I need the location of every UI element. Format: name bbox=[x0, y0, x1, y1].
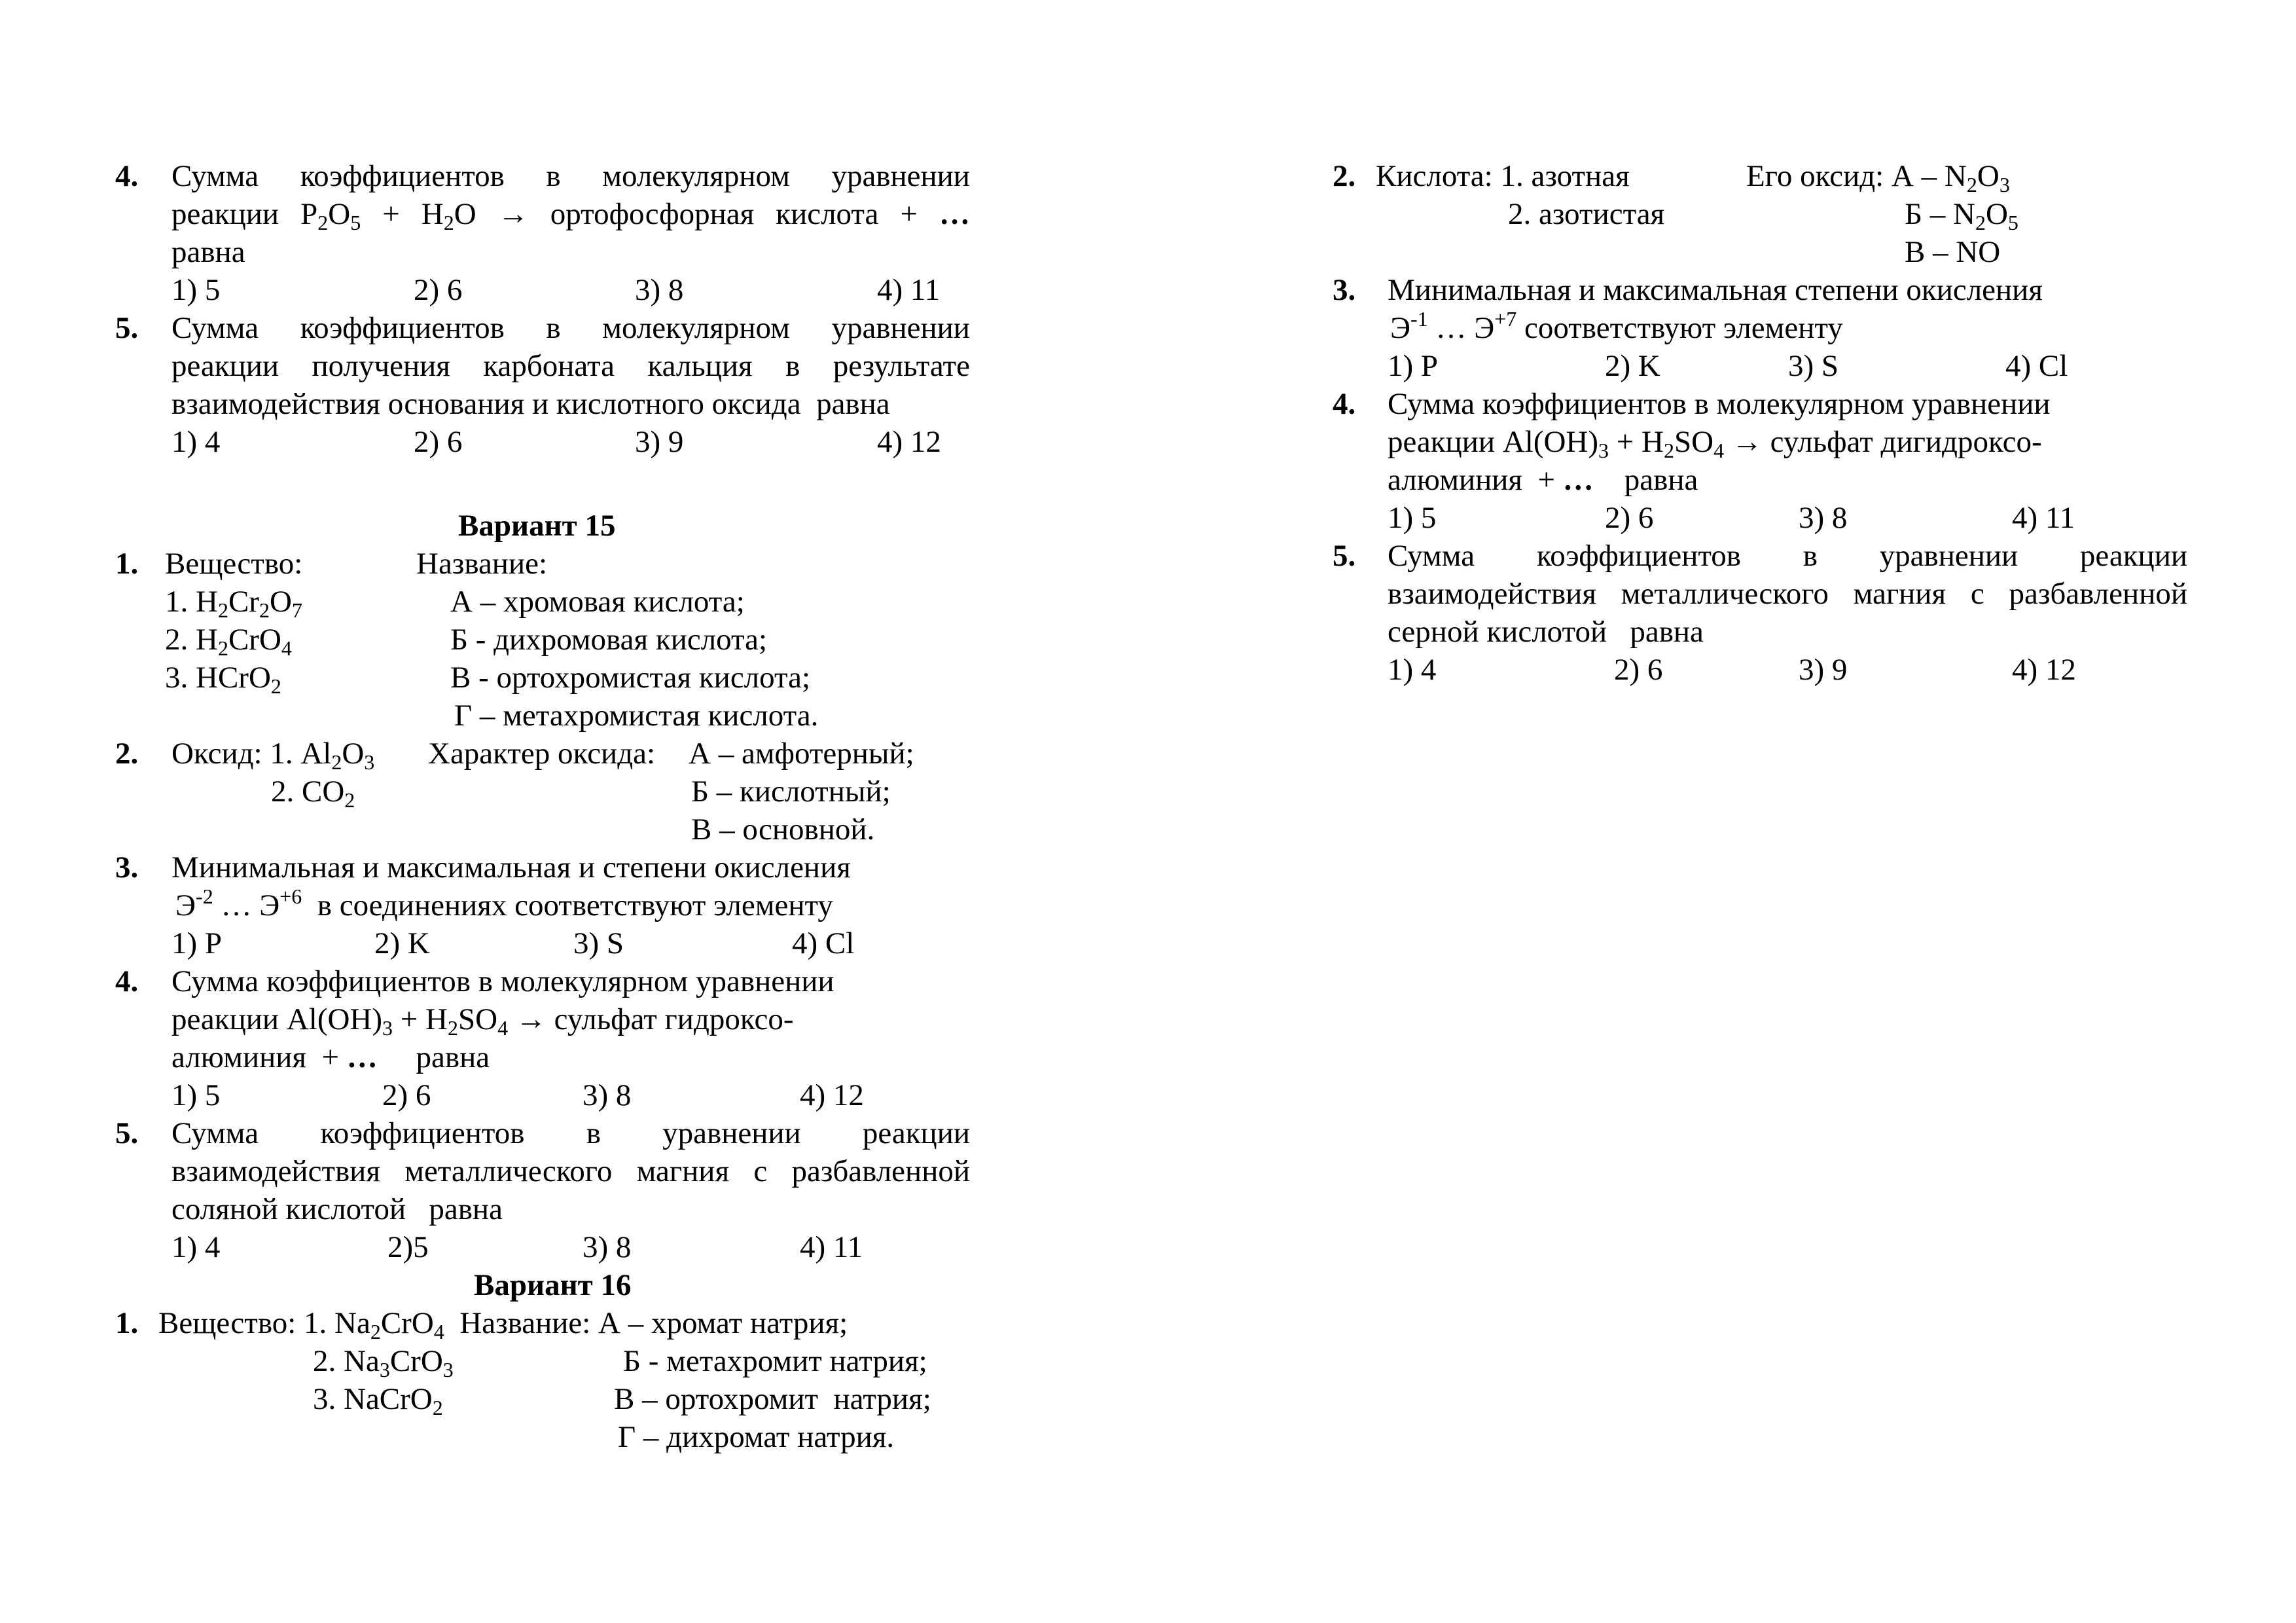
answer-option: 4) 12 bbox=[800, 1078, 864, 1112]
question-text: алюминия + … равна bbox=[171, 1040, 490, 1074]
substance-name: Г – дихромат натрия. bbox=[618, 1420, 895, 1454]
question-text: Сумма коэффициентов в молекулярном уравнении bbox=[171, 311, 970, 345]
question-text: алюминия + … равна bbox=[1388, 463, 1698, 497]
answer-option: 4) Cl bbox=[2005, 349, 2068, 383]
question-number: 2. bbox=[1333, 159, 1356, 193]
question-number: 3. bbox=[1333, 273, 1356, 307]
variant-title: Вариант 15 bbox=[458, 509, 616, 543]
reaction-equation: реакции $Al(OH)_3 + H_2SO_4$ → сульфат дигидроксо- bbox=[1388, 425, 2042, 462]
question-text: соляной кислотой равна bbox=[171, 1192, 503, 1226]
answer-option: 1) 4 bbox=[171, 425, 221, 459]
answer-option: 1) 5 bbox=[171, 273, 221, 307]
question-number: 1. bbox=[115, 547, 139, 581]
answer-option: 4) 11 bbox=[2012, 501, 2075, 535]
acid-name: Кислота: 1. азотная bbox=[1376, 159, 1630, 193]
answer-option: 2) 6 bbox=[414, 273, 463, 307]
question-number: 4. bbox=[115, 159, 139, 193]
substance-formula: 2. $H_2CrO_4$ bbox=[165, 623, 292, 660]
question-number: 3. bbox=[115, 850, 139, 884]
substance-name: Г – метахромистая кислота. bbox=[454, 699, 819, 733]
answer-option: 4) 11 bbox=[800, 1230, 863, 1264]
answer-option: 1) 4 bbox=[1388, 653, 1437, 687]
answer-option: 3) S bbox=[573, 926, 624, 960]
question-text: реакции получения карбоната кальция в результате bbox=[171, 349, 970, 383]
substance-name: Б - дихромовая кислота; bbox=[450, 623, 768, 657]
substance-name: В – ортохромит натрия; bbox=[614, 1382, 931, 1416]
question-number: 5. bbox=[115, 1116, 139, 1150]
question-text: взаимодействия основания и кислотного оксида равна bbox=[171, 387, 890, 421]
column-label: Название: bbox=[416, 547, 548, 581]
answer-option: 3) 8 bbox=[1799, 501, 1848, 535]
question-text: Сумма коэффициентов в молекулярном уравнении bbox=[1388, 387, 2051, 421]
answer-option: 2) K bbox=[1605, 349, 1660, 383]
question-number: 5. bbox=[1333, 539, 1356, 573]
oxide-character: А – амфотерный; bbox=[689, 737, 914, 771]
answer-option: 4) 12 bbox=[2012, 653, 2076, 687]
answer-option: 4) Cl bbox=[792, 926, 855, 960]
question-text: взаимодействия металлического магния с разбавленной bbox=[171, 1154, 970, 1188]
answer-option: 2) 6 bbox=[382, 1078, 431, 1112]
question-text: Минимальная и максимальная степени окисления bbox=[1388, 273, 2043, 307]
answer-option: 1) 5 bbox=[1388, 501, 1437, 535]
question-text: Сумма коэффициентов в уравнении реакции bbox=[1388, 539, 2187, 573]
answer-option: 1) P bbox=[171, 926, 223, 960]
substance-line: Вещество: 1. $Na_2CrO_4$ Название: А – хромат натрия; bbox=[158, 1306, 848, 1343]
column-label: Вещество: bbox=[165, 547, 303, 581]
oxide-formula: Оксид: 1. $Al_2O_3$ bbox=[171, 737, 375, 774]
substance-formula: 2. $Na_3CrO_3$ bbox=[313, 1344, 454, 1381]
oxidation-states: $Э^{-1}$ … $Э^{+7}$ соответствуют элементу bbox=[1390, 307, 1843, 345]
answer-option: 1) P bbox=[1388, 349, 1439, 383]
oxide-character: Б – кислотный; bbox=[691, 775, 891, 809]
substance-formula: 1. $H_2Cr_2O_7$ bbox=[165, 585, 302, 622]
substance-formula: 3. NaCrO$_2$ bbox=[313, 1382, 443, 1419]
variant-title: Вариант 16 bbox=[474, 1268, 632, 1302]
substance-formula: 3. HCrO$_2$ bbox=[165, 661, 281, 698]
question-text: Сумма коэффициентов в уравнении реакции bbox=[171, 1116, 970, 1150]
question-text: Сумма коэффициентов в молекулярном уравнении bbox=[171, 159, 970, 193]
oxide-formula: Б – $N_2O_5$ bbox=[1905, 197, 2018, 234]
answer-option: 2) 6 bbox=[414, 425, 463, 459]
answer-option: 2) K bbox=[374, 926, 430, 960]
acid-name: 2. азотистая bbox=[1508, 197, 1665, 231]
answer-option: 2) 6 bbox=[1605, 501, 1654, 535]
oxidation-states: $Э^{-2}$ … $Э^{+6}$ в соединениях соответствуют элементу bbox=[175, 884, 833, 922]
answer-option: 3) 9 bbox=[635, 425, 684, 459]
answer-option: 3) 9 bbox=[1799, 653, 1848, 687]
answer-option: 3) 8 bbox=[583, 1230, 632, 1264]
substance-name: В - ортохромистая кислота; bbox=[450, 661, 811, 695]
reaction-equation: реакции $Al(OH)_3 + H_2SO_4$ → сульфат гидроксо- bbox=[171, 1002, 794, 1040]
answer-option: 1) 4 bbox=[171, 1230, 221, 1264]
oxide-formula: 2. $CO_2$ bbox=[271, 775, 355, 812]
answer-option: 4) 11 bbox=[877, 273, 941, 307]
question-number: 4. bbox=[115, 964, 139, 998]
question-number: 5. bbox=[115, 311, 139, 345]
question-text: Сумма коэффициентов в молекулярном уравнении bbox=[171, 964, 834, 998]
column-label: Характер оксида: bbox=[428, 737, 656, 771]
question-number: 2. bbox=[115, 737, 139, 771]
answer-option: 2) 6 bbox=[1614, 653, 1663, 687]
oxide-character: В – основной. bbox=[691, 812, 875, 847]
substance-name: А – хромовая кислота; bbox=[450, 585, 745, 619]
question-text: взаимодействия металлического магния с разбавленной bbox=[1388, 577, 2187, 611]
answer-option: 4) 12 bbox=[877, 425, 941, 459]
answer-option: 2)5 bbox=[387, 1230, 429, 1264]
question-text: равна bbox=[171, 235, 245, 269]
question-number: 4. bbox=[1333, 387, 1356, 421]
question-number: 1. bbox=[115, 1306, 139, 1340]
substance-name: Б - метахромит натрия; bbox=[623, 1344, 927, 1378]
oxide-formula: В – NO bbox=[1905, 235, 2001, 269]
answer-option: 3) S bbox=[1788, 349, 1839, 383]
answer-option: 3) 8 bbox=[635, 273, 684, 307]
question-text: серной кислотой равна bbox=[1388, 615, 1704, 649]
answer-option: 3) 8 bbox=[583, 1078, 632, 1112]
question-text: Минимальная и максимальная и степени окисления bbox=[171, 850, 851, 884]
answer-option: 1) 5 bbox=[171, 1078, 221, 1112]
oxide-formula: Его оксид: А – $N_2O_3$ bbox=[1746, 159, 2010, 196]
reaction-equation: реакции $P_2O_5$ + $H_2O$ → ортофосфорная кислота + … bbox=[171, 197, 970, 234]
